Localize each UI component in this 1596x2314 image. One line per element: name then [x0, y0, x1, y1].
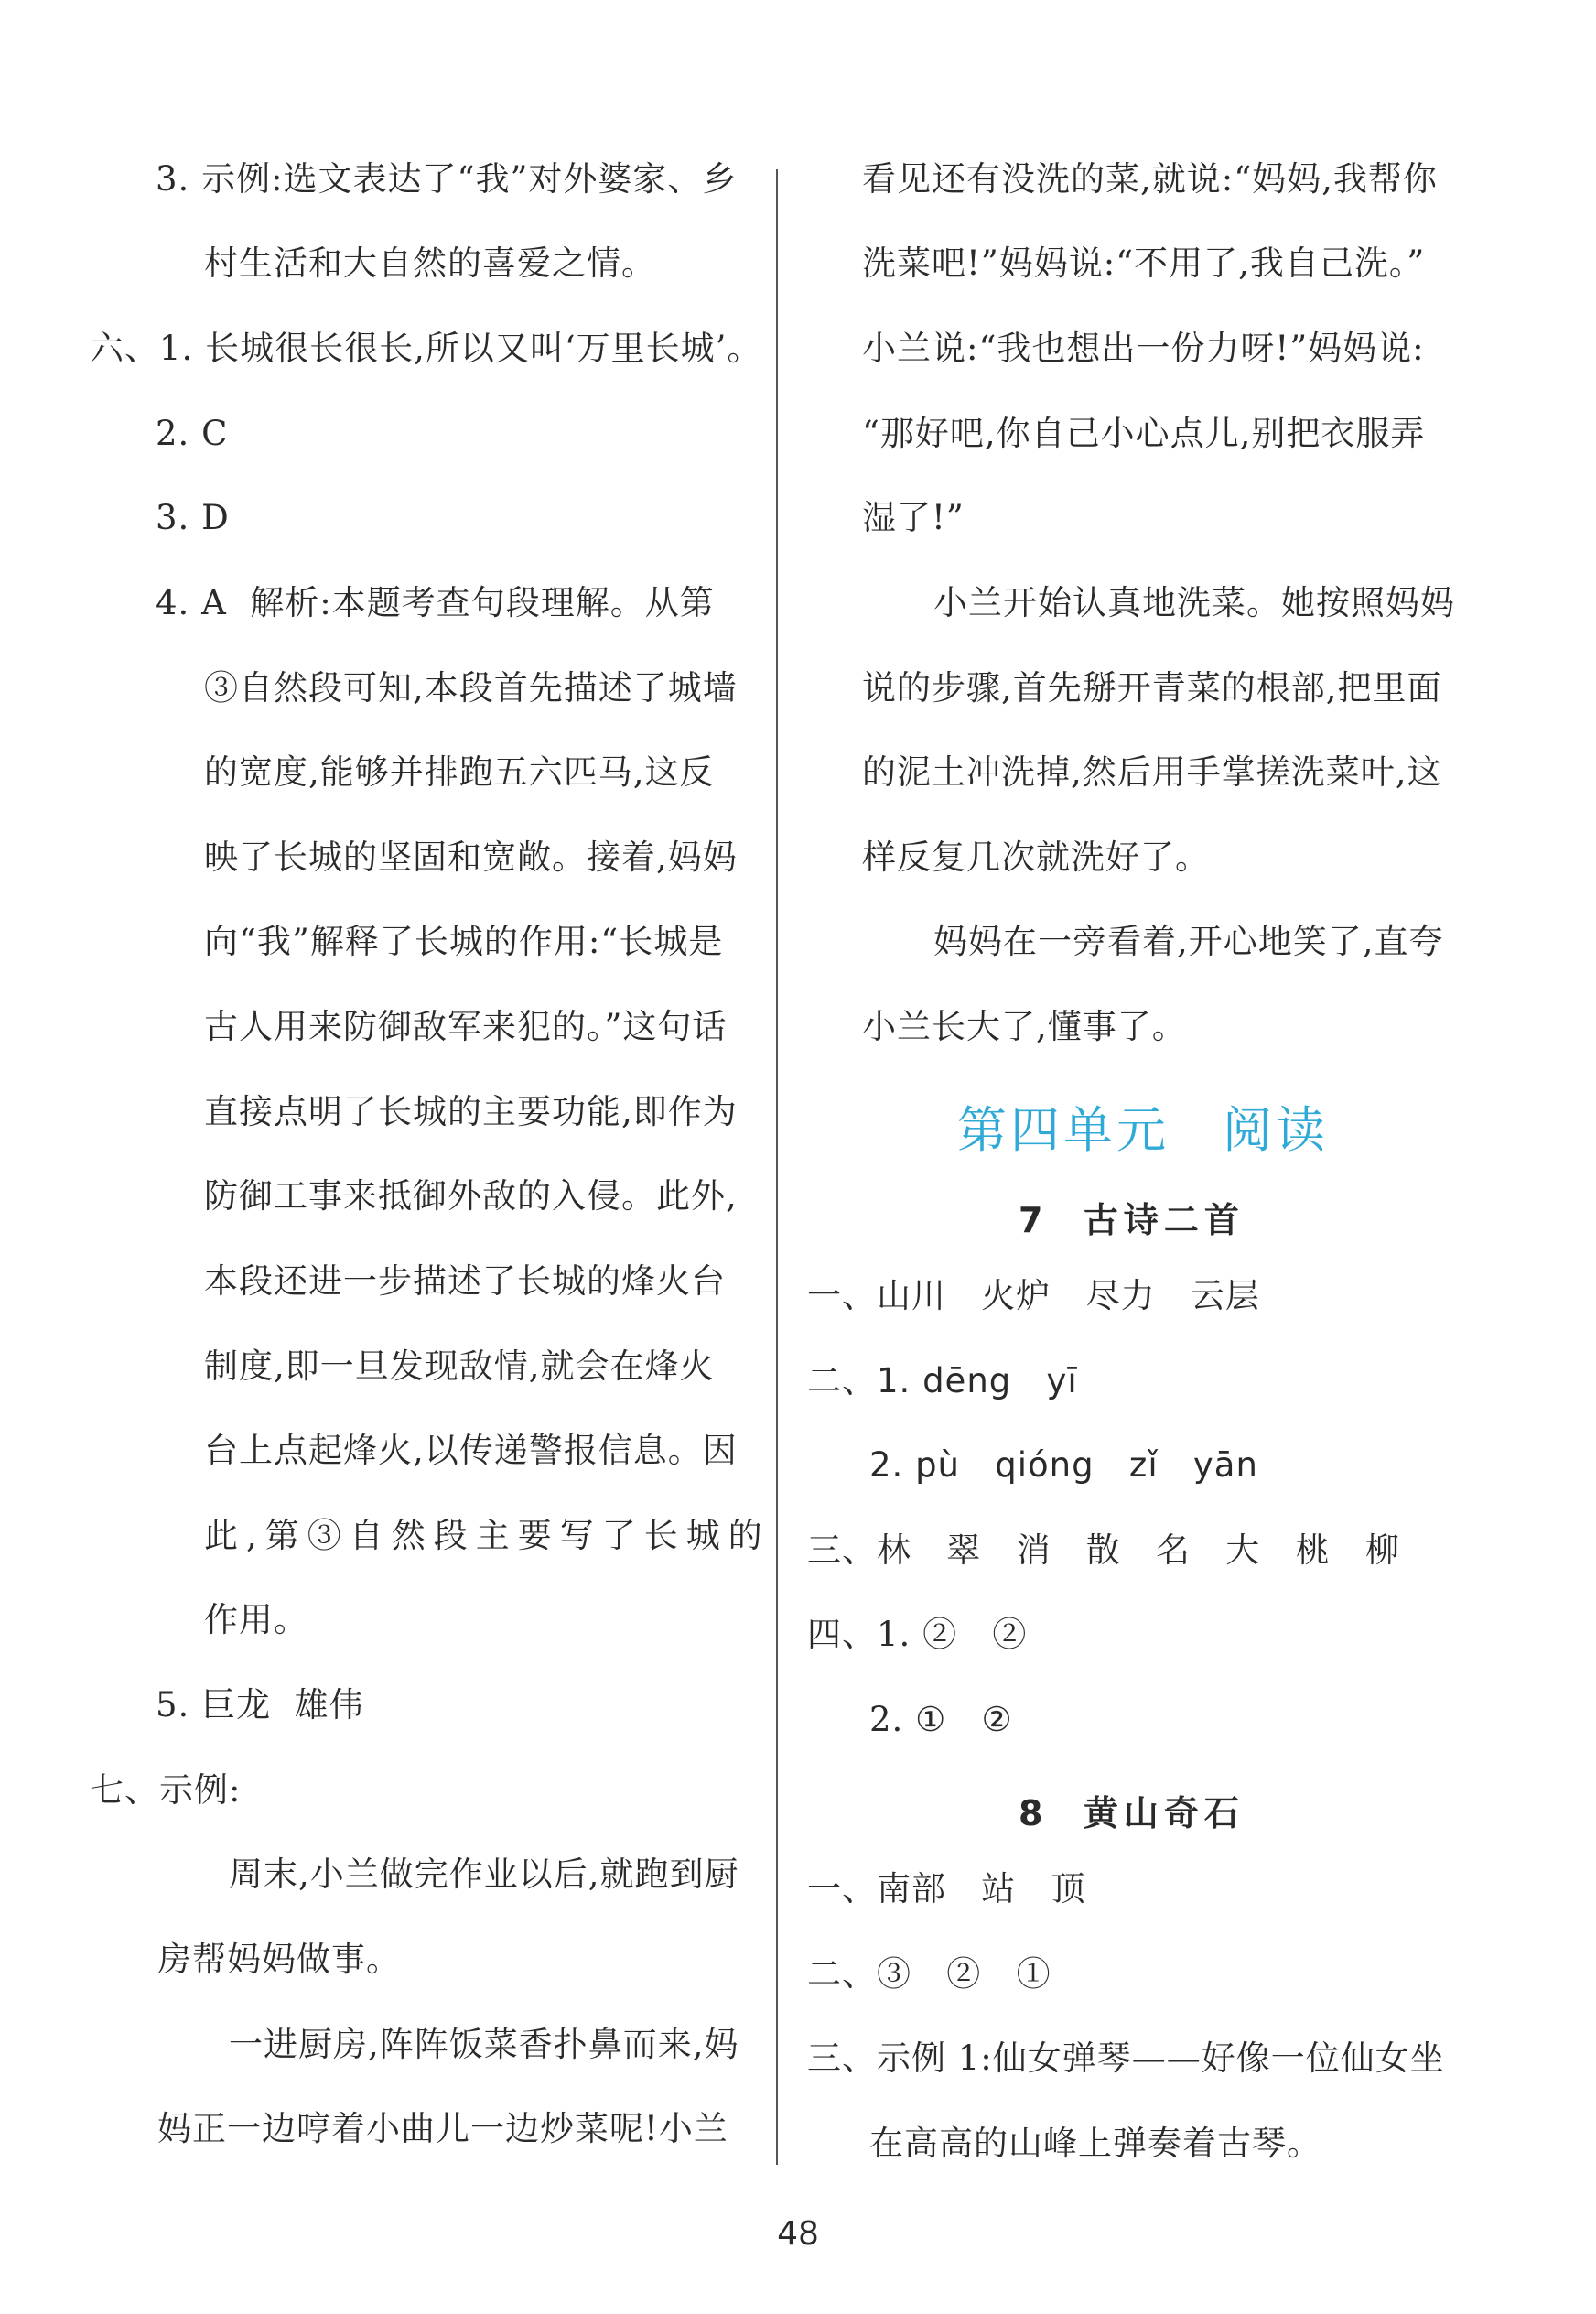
left-line: 向“我”解释了长城的作用:“长城是: [204, 922, 724, 961]
lesson-7-line: 二、1. dēng yī: [807, 1361, 1078, 1400]
left-line: 古人用来防御敌军来犯的。”这句话: [204, 1007, 728, 1046]
right-line: “那好吧,你自己小心点儿,别把衣服弄: [862, 414, 1426, 453]
left-line: 作用。: [204, 1600, 308, 1639]
lesson-8-line: 三、示例 1:仙女弹琴——好像一位仙女坐: [807, 2038, 1445, 2078]
right-line: 湿了!”: [862, 498, 965, 537]
left-line: 的宽度,能够并排跑五六匹马,这反: [204, 752, 715, 792]
left-line: 2. C: [156, 414, 229, 453]
right-line: 样反复几次就洗好了。: [862, 838, 1210, 877]
left-line: 本段还进一步描述了长城的烽火台: [204, 1261, 726, 1301]
left-line: 3. 示例:选文表达了“我”对外婆家、乡: [156, 159, 738, 199]
left-line: 3. D: [156, 498, 230, 537]
left-line: 七、示例:: [90, 1770, 242, 1810]
lesson-7-line: 2. ① ②: [869, 1700, 1013, 1739]
right-line: 的泥土冲洗掉,然后用手掌搓洗菜叶,这: [862, 752, 1442, 792]
left-line: 防御工事来抵御外敌的入侵。此外,: [204, 1176, 738, 1216]
left-line: 一进厨房,阵阵饭菜香扑鼻而来,妈: [229, 2025, 739, 2064]
lesson-8-line: 在高高的山峰上弹奏着古琴。: [869, 2124, 1321, 2163]
column-divider: [776, 169, 778, 2165]
left-line: 台上点起烽火,以传递警报信息。因: [204, 1431, 738, 1470]
page-number: 48: [777, 2215, 819, 2253]
right-line: 小兰长大了,懂事了。: [862, 1007, 1187, 1046]
right-line: 妈妈在一旁看着,开心地笑了,直夸: [933, 922, 1444, 961]
right-line: 小兰开始认真地洗菜。她按照妈妈: [933, 583, 1455, 622]
left-line: 直接点明了长城的主要功能,即作为: [204, 1092, 738, 1131]
right-line: 小兰说:“我也想出一份力呀!”妈妈说:: [862, 329, 1425, 368]
lesson-7-line: 2. pù qióng zǐ yān: [869, 1445, 1258, 1485]
lesson-8-line: 一、南部 站 顶: [807, 1869, 1086, 1909]
left-line: 房帮妈妈做事。: [157, 1940, 401, 1979]
left-line: 村生活和大自然的喜爱之情。: [204, 243, 656, 283]
right-line: 洗菜吧!”妈妈说:“不用了,我自己洗。”: [862, 243, 1426, 283]
lesson-8-title: 8 黄山奇石: [1019, 1793, 1245, 1833]
lesson-7-title: 7 古诗二首: [1019, 1200, 1245, 1240]
left-line: 此,第③自然段主要写了长城的: [204, 1516, 771, 1555]
left-line: 周末,小兰做完作业以后,就跑到厨: [229, 1854, 739, 1894]
left-line: 制度,即一旦发现敌情,就会在烽火: [204, 1346, 715, 1386]
lesson-8-line: 二、③ ② ①: [807, 1954, 1051, 1994]
lesson-7-line: 一、山川 火炉 尽力 云层: [807, 1276, 1260, 1315]
left-line: ③自然段可知,本段首先描述了城墙: [204, 668, 738, 708]
right-line: 说的步骤,首先掰开青菜的根部,把里面: [862, 668, 1442, 708]
left-line: 妈正一边哼着小曲儿一边炒菜呢!小兰: [157, 2109, 728, 2148]
right-line: 看见还有没洗的菜,就说:“妈妈,我帮你: [862, 159, 1438, 199]
lesson-7-line: 四、1. ② ②: [807, 1615, 1028, 1654]
unit-title: 第四单元 阅读: [957, 1101, 1329, 1159]
lesson-7-line: 三、林 翠 消 散 名 大 桃 柳: [807, 1530, 1400, 1570]
left-line: 映了长城的坚固和宽敞。接着,妈妈: [204, 838, 738, 877]
left-line: 4. A 解析:本题考查句段理解。从第: [156, 583, 715, 622]
left-line: 5. 巨龙 雄伟: [156, 1685, 364, 1725]
left-line: 六、1. 长城很长很长,所以又叫‘万里长城’。: [90, 329, 762, 368]
